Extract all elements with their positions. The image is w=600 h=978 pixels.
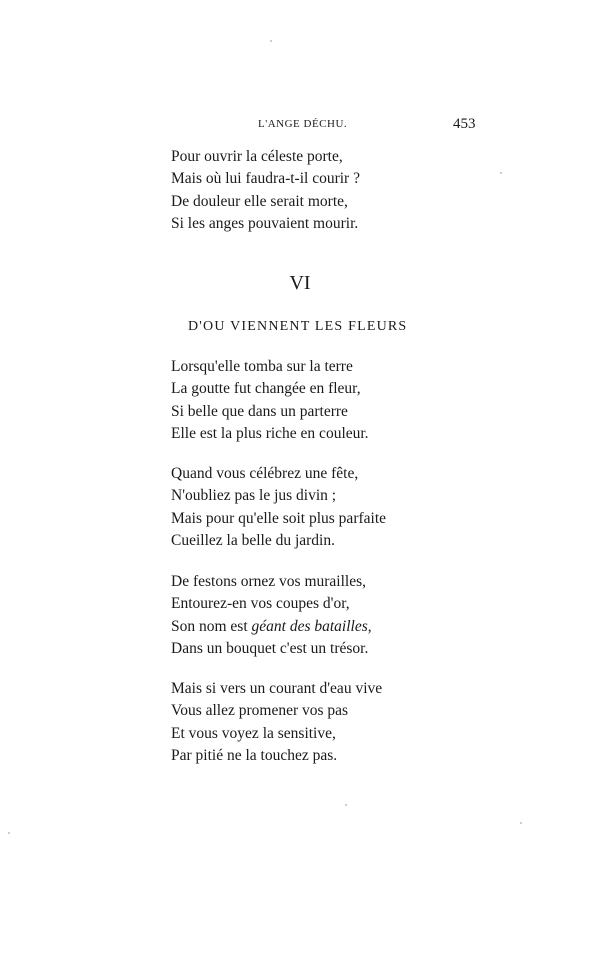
paper-speck xyxy=(270,40,272,42)
verse-line: Si belle que dans un parterre xyxy=(171,402,348,420)
verse-line: Mais où lui faudra-t-il courir ? xyxy=(171,170,360,188)
verse-text: Son nom est xyxy=(171,617,252,635)
stanza-continued xyxy=(171,146,360,235)
section-number-text: VI xyxy=(289,272,311,294)
verse-line: Mais si vers un courant d'eau vive xyxy=(171,680,383,697)
verse-line: La goutte fut changée en fleur, xyxy=(171,380,361,398)
verse-line: Par pitié ne la touchez pas. xyxy=(171,746,338,764)
verse-line-with-italic xyxy=(171,616,372,638)
verse-line: Elle est la plus riche en couleur. xyxy=(171,424,369,442)
verse-line: Lorsqu'elle tomba sur la terre xyxy=(171,358,353,375)
verse-line: Pour ouvrir la céleste porte, xyxy=(171,148,343,165)
paper-speck xyxy=(520,822,522,824)
verse-line: Quand vous célébrez une fête, xyxy=(171,465,359,482)
stanza-3 xyxy=(171,571,372,660)
verse-line: Mais pour qu'elle soit plus parfaite xyxy=(171,509,387,527)
stanza-1 xyxy=(171,356,369,445)
verse-line: Cueillez la belle du jardin. xyxy=(171,531,335,549)
poem-title: D'OU VIENNENT LES FLEURS xyxy=(188,319,408,334)
stanza-2 xyxy=(171,463,386,552)
verse-line: Dans un bouquet c'est un trésor. xyxy=(171,639,369,657)
paper-speck xyxy=(345,804,347,806)
verse-punctuation: , xyxy=(367,617,372,635)
verse-line: De festons ornez vos murailles, xyxy=(171,573,366,590)
verse-line: Si les anges pouvaient mourir. xyxy=(171,214,359,232)
running-title: L'ANGE DÉCHU. xyxy=(258,118,348,130)
running-head xyxy=(0,116,600,136)
section-number xyxy=(0,272,600,295)
page-number: 453 xyxy=(453,116,476,132)
paper-speck xyxy=(8,832,10,834)
verse-line: Vous allez promener vos pas xyxy=(171,702,349,720)
verse-line: De douleur elle serait morte, xyxy=(171,192,348,210)
italic-phrase: géant des batailles xyxy=(251,617,368,635)
stanza-4 xyxy=(171,678,382,767)
verse-line: Et vous voyez la sensitive, xyxy=(171,724,336,742)
verse-line: Entourez-en vos coupes d'or, xyxy=(171,595,350,613)
verse-line: N'oubliez pas le jus divin ; xyxy=(171,487,337,505)
paper-speck xyxy=(500,172,502,174)
